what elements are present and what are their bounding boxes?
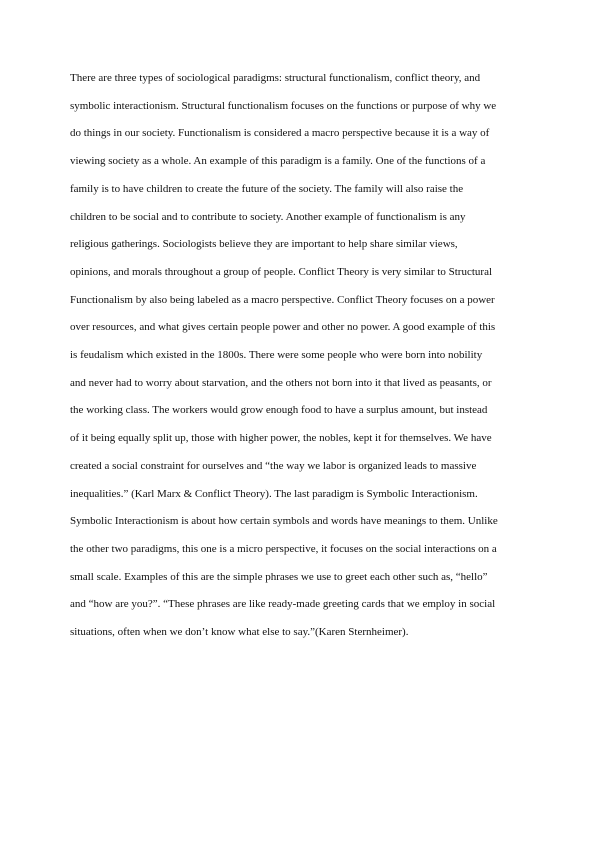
paragraph-line: of it being equally split up, those with higher power, the nobles, kept it for themselves. We have bbox=[70, 432, 492, 445]
paragraph-line: situations, often when we don’t know what else to say.”(Karen Sternheimer). bbox=[70, 626, 409, 639]
paragraph-line: small scale. Examples of this are the simple phrases we use to greet each other such as, “hello” bbox=[70, 570, 488, 583]
paragraph-line: religious gatherings. Sociologists believe they are important to help share similar views, bbox=[70, 238, 458, 251]
paragraph-line: family is to have children to create the future of the society. The family will also raise the bbox=[70, 182, 464, 195]
paragraph-line: do things in our society. Functionalism is considered a macro perspective because it is a way of bbox=[70, 127, 490, 140]
paragraph-line: Functionalism by also being labeled as a macro perspective. Conflict Theory focuses on a power bbox=[70, 293, 495, 306]
paragraph-line: There are three types of sociological paradigms: structural functionalism, conflict theory, and bbox=[70, 72, 481, 84]
paragraph-line: viewing society as a whole. An example of this paradigm is a family. One of the functions of a bbox=[70, 155, 486, 168]
body-paragraph bbox=[70, 65, 540, 647]
paragraph-line: over resources, and what gives certain people power and other no power. A good example of this bbox=[70, 321, 496, 334]
paragraph-line: inequalities.” (Karl Marx & Conflict Theory). The last paradigm is Symbolic Interactionism. bbox=[70, 487, 478, 500]
paragraph-line: the working class. The workers would grow enough food to have a surplus amount, but instead bbox=[70, 404, 488, 417]
paragraph-line: Symbolic Interactionism is about how certain symbols and words have meanings to them. Unlike bbox=[70, 515, 498, 528]
paragraph-line: created a social constraint for ourselves and “the way we labor is organized leads to massive bbox=[70, 459, 477, 472]
paragraph-line: children to be social and to contribute to society. Another example of functionalism is any bbox=[70, 210, 466, 223]
paragraph-line: is feudalism which existed in the 1800s. There were some people who were born into nobility bbox=[70, 349, 483, 362]
paragraph-line: opinions, and morals throughout a group of people. Conflict Theory is very similar to Structural bbox=[70, 265, 493, 278]
paragraph-line: and “how are you?”. “These phrases are like ready-made greeting cards that we employ in social bbox=[70, 598, 496, 611]
paragraph-line: symbolic interactionism. Structural functionalism focuses on the functions or purpose of why we bbox=[70, 99, 497, 112]
paragraph-line: and never had to worry about starvation, and the others not born into it that lived as peasants, or bbox=[70, 376, 492, 389]
paragraph-line: the other two paradigms, this one is a micro perspective, it focuses on the social interactions on a bbox=[70, 542, 497, 555]
